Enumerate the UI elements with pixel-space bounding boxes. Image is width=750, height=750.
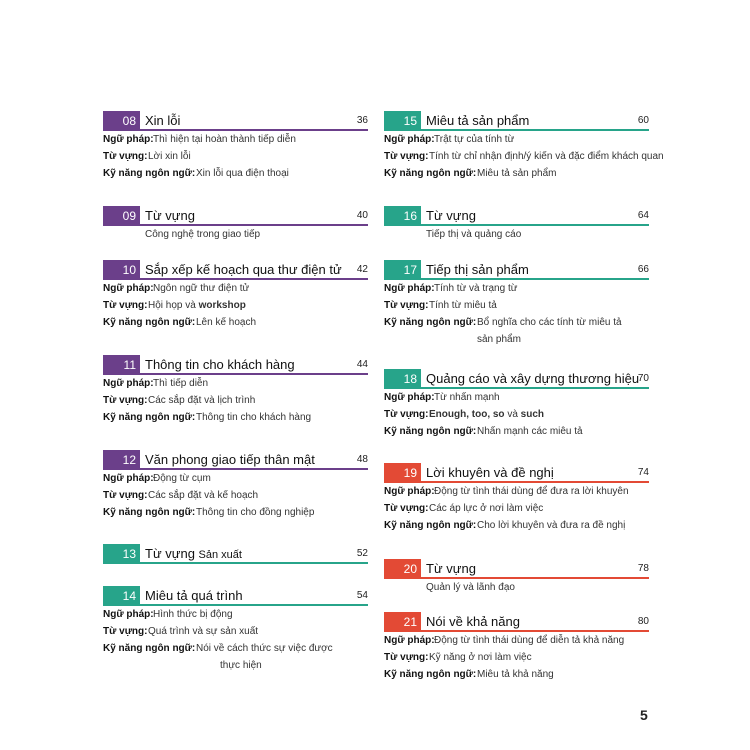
vocab-line: Từ vựng: Các áp lực ở nơi làm việc — [384, 503, 544, 514]
skills-line: Kỹ năng ngôn ngữ: Nói về cách thức sự việc được — [103, 643, 333, 654]
unit-number-badge: 20 — [384, 559, 421, 579]
skills-line: Kỹ năng ngôn ngữ: Bổ nghĩa cho các tính từ miêu tả — [384, 317, 622, 328]
unit-number-badge: 19 — [384, 463, 421, 483]
toc-unit-17[interactable]: 17 Tiếp thị sản phẩm 66 Ngữ pháp: Tính từ và trạng từ Từ vựng: Tính từ miêu tả Kỹ năng ngôn ngữ: Bổ nghĩa cho các tính từ miêu tả sản phẩm — [384, 262, 649, 345]
grammar-line: Ngữ pháp: Thì hiện tại hoàn thành tiếp diễn — [103, 134, 296, 145]
unit-number-badge: 11 — [103, 355, 140, 375]
unit-number-badge: 09 — [103, 206, 140, 226]
page-ref: 52 — [356, 548, 368, 559]
toc-unit-09[interactable]: 09 Từ vựng 40 Công nghệ trong giao tiếp — [103, 206, 368, 226]
unit-number-badge: 16 — [384, 206, 421, 226]
toc-unit-08[interactable] — [103, 111, 368, 182]
skills-line: Kỹ năng ngôn ngữ: Miêu tả sản phẩm — [384, 168, 557, 179]
grammar-line: Ngữ pháp: Trật tự của tính từ — [384, 134, 515, 145]
skills-line: Kỹ năng ngôn ngữ: Xin lỗi qua điện thoại — [103, 168, 289, 179]
page-ref: 44 — [356, 359, 368, 370]
grammar-line: Ngữ pháp: Động từ tình thái dùng để diễn tả khả năng — [384, 635, 625, 646]
page-ref: 66 — [637, 264, 649, 275]
grammar-line: Ngữ pháp: Từ nhấn mạnh — [384, 392, 500, 403]
unit-title[interactable]: Từ vựng — [145, 208, 195, 223]
unit-title[interactable]: Từ vựng Sản xuất — [145, 546, 242, 561]
page-ref: 80 — [637, 616, 649, 627]
unit-title[interactable]: Tiếp thị sản phẩm — [426, 262, 529, 277]
unit-number-badge: 13 — [103, 544, 140, 564]
toc-unit-18[interactable] — [384, 369, 649, 440]
unit-title[interactable]: Nói về khả năng — [426, 614, 520, 629]
toc-unit-14[interactable]: 14 Miêu tả quá trình 54 Ngữ pháp: Hình thức bị động Từ vựng: Quá trình và sự sản xuất Kỹ năng ngôn ngữ: Nói về cách thức sự việc được thực hiện — [103, 588, 368, 671]
toc-unit-10[interactable] — [103, 260, 368, 331]
grammar-line: Ngữ pháp: Động từ tình thái dùng để đưa ra lời khuyên — [384, 486, 629, 497]
toc-unit-13[interactable] — [103, 544, 368, 564]
unit-title[interactable]: Lời khuyên và đề nghị — [426, 465, 554, 480]
unit-number-badge: 14 — [103, 586, 140, 606]
page-ref: 42 — [356, 264, 368, 275]
page-ref: 64 — [637, 210, 649, 221]
toc-unit-21[interactable] — [384, 612, 649, 683]
unit-number-badge: 18 — [384, 369, 421, 389]
unit-number-badge: 15 — [384, 111, 421, 131]
page-number: 5 — [640, 707, 648, 723]
grammar-line: Ngữ pháp: Tính từ và trạng từ — [384, 283, 518, 294]
page-ref: 78 — [637, 563, 649, 574]
unit-title[interactable]: Miêu tả quá trình — [145, 588, 243, 603]
page-ref: 36 — [356, 115, 368, 126]
unit-number-badge: 17 — [384, 260, 421, 280]
toc-unit-16[interactable]: 16 Từ vựng 64 Tiếp thị và quảng cáo — [384, 206, 649, 226]
grammar-line: Ngữ pháp: Động từ cụm — [103, 473, 211, 484]
toc-unit-11[interactable] — [103, 355, 368, 426]
unit-title[interactable]: Miêu tả sản phẩm — [426, 113, 530, 128]
unit-title[interactable]: Xin lỗi — [145, 113, 181, 128]
vocab-line: Từ vựng: Các sắp đặt và kế hoạch — [103, 490, 259, 501]
unit-number-badge: 08 — [103, 111, 140, 131]
skills-line: Kỹ năng ngôn ngữ: Miêu tả khả năng — [384, 669, 554, 680]
unit-title[interactable]: Quảng cáo và xây dựng thương hiệu — [426, 371, 640, 386]
skills-line: Kỹ năng ngôn ngữ: Thông tin cho đồng nghiệp — [103, 507, 315, 518]
skills-line: Kỹ năng ngôn ngữ: Cho lời khuyên và đưa ra đề nghị — [384, 520, 626, 531]
vocab-line: Từ vựng: Hội họp và workshop — [103, 300, 246, 311]
page-ref: 60 — [637, 115, 649, 126]
unit-title[interactable]: Sắp xếp kế hoạch qua thư điện tử — [145, 262, 342, 277]
unit-title[interactable]: Từ vựng — [426, 208, 476, 223]
vocab-line: Từ vựng: Kỹ năng ở nơi làm việc — [384, 652, 532, 663]
page-ref: 48 — [356, 454, 368, 465]
vocab-line: Từ vựng: Lời xin lỗi — [103, 151, 191, 162]
page-ref: 70 — [637, 373, 649, 384]
grammar-line: Ngữ pháp: Ngôn ngữ thư điện tử — [103, 283, 250, 294]
toc-unit-15[interactable] — [384, 111, 664, 182]
grammar-line: Ngữ pháp: Thì tiếp diễn — [103, 378, 209, 389]
unit-title[interactable]: Văn phong giao tiếp thân mật — [145, 452, 315, 467]
toc-unit-20[interactable]: 20 Từ vựng 78 Quản lý và lãnh đạo — [384, 559, 649, 579]
skills-line: Kỹ năng ngôn ngữ: Lên kế hoạch — [103, 317, 257, 328]
unit-title[interactable]: Từ vựng — [426, 561, 476, 576]
unit-title[interactable]: Thông tin cho khách hàng — [145, 357, 295, 372]
skills-line: Kỹ năng ngôn ngữ: Nhấn mạnh các miêu tả — [384, 426, 583, 437]
unit-number-badge: 21 — [384, 612, 421, 632]
page-ref: 54 — [356, 590, 368, 601]
toc-unit-19[interactable] — [384, 463, 649, 534]
vocab-line: Từ vựng: Các sắp đặt và lịch trình — [103, 395, 256, 406]
vocab-line: Từ vựng: Quá trình và sự sản xuất — [103, 626, 259, 637]
grammar-line: Ngữ pháp: Hình thức bị động — [103, 609, 233, 620]
toc-unit-12[interactable] — [103, 450, 368, 521]
skills-line: Kỹ năng ngôn ngữ: Thông tin cho khách hàng — [103, 412, 312, 423]
page-ref: 74 — [637, 467, 649, 478]
unit-number-badge: 10 — [103, 260, 140, 280]
page-ref: 40 — [356, 210, 368, 221]
vocab-line: Từ vựng: Tính từ chỉ nhận định/ý kiến và đặc điểm khách quan — [384, 151, 664, 162]
unit-rule — [140, 562, 368, 564]
unit-number-badge: 12 — [103, 450, 140, 470]
vocab-line: Từ vựng: Tính từ miêu tả — [384, 300, 497, 311]
vocab-line: Từ vựng: Enough, too, so và such — [384, 409, 545, 420]
